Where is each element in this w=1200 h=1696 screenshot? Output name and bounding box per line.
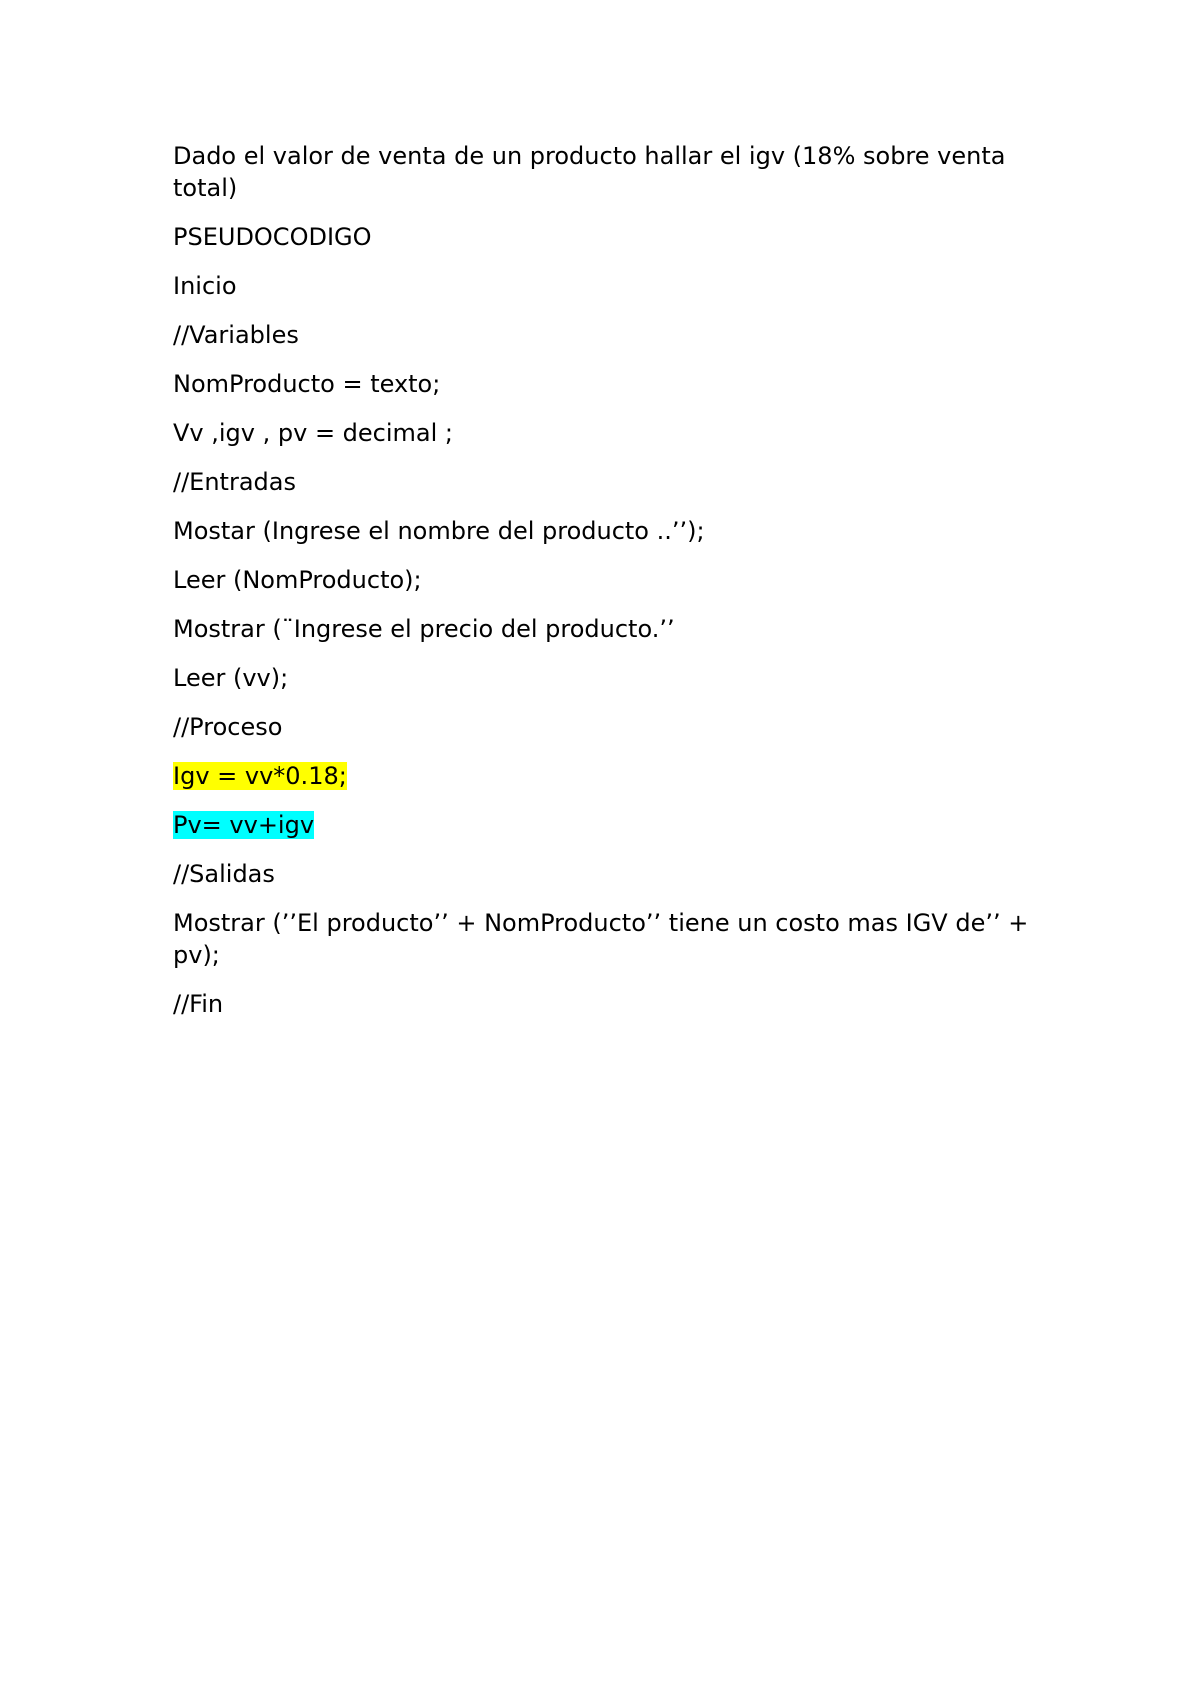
pseudocode-heading: PSEUDOCODIGO xyxy=(173,223,372,251)
document-body xyxy=(173,140,1036,1037)
problem-statement: Dado el valor de venta de un producto hallar el igv (18% sobre venta total) xyxy=(173,142,1014,202)
igv-formula-highlight: Igv = vv*0.18; xyxy=(173,762,347,790)
comment-entradas: //Entradas xyxy=(173,468,296,496)
comment-salidas: //Salidas xyxy=(173,860,275,888)
line-igv-formula xyxy=(173,760,1033,792)
line-mostrar-nombre: Mostar (Ingrese el nombre del producto ..’’); xyxy=(173,517,705,545)
line-decimal-declaration: Vv ,igv , pv = decimal ; xyxy=(173,419,454,447)
comment-variables: //Variables xyxy=(173,321,299,349)
line-nomproducto-declaration: NomProducto = texto; xyxy=(173,370,441,398)
comment-fin: //Fin xyxy=(173,990,224,1018)
comment-proceso: //Proceso xyxy=(173,713,283,741)
line-inicio: Inicio xyxy=(173,272,237,300)
line-mostrar-precio: Mostrar (¨Ingrese el precio del producto.’’ xyxy=(173,615,675,643)
line-leer-nomproducto: Leer (NomProducto); xyxy=(173,566,422,594)
line-pv-formula xyxy=(173,809,1033,841)
pv-formula-highlight: Pv= vv+igv xyxy=(173,811,315,839)
line-mostrar-resultado: Mostrar (’’El producto’’ + NomProducto’’ tiene un costo mas IGV de’’ + pv); xyxy=(173,909,1036,969)
line-leer-vv: Leer (vv); xyxy=(173,664,289,692)
